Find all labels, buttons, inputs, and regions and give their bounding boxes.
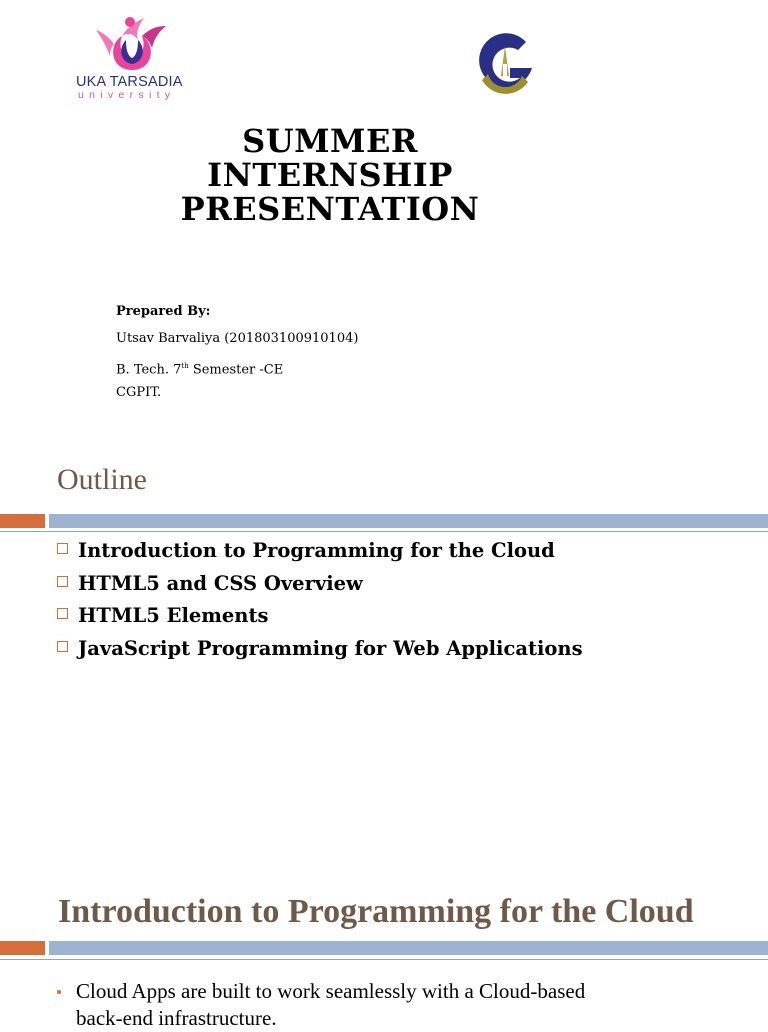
bullet-dot-icon xyxy=(57,990,61,994)
intro-title: Introduction to Programming for the Cloud xyxy=(58,893,694,930)
uka-tarsadia-logo xyxy=(72,14,192,101)
presentation-title xyxy=(120,124,540,226)
title-accent-bar xyxy=(0,514,768,528)
program-ordinal: th xyxy=(181,362,189,370)
list-item: HTML5 Elements xyxy=(57,603,583,636)
accent-bar-orange xyxy=(0,514,45,528)
title-accent-bar xyxy=(0,941,768,955)
divider-line xyxy=(0,959,768,960)
square-bullet-icon xyxy=(57,641,68,652)
program-suffix: Semester -CE xyxy=(188,362,284,378)
program-prefix: B. Tech. 7 xyxy=(116,362,182,378)
accent-bar-blue xyxy=(49,941,768,955)
title-line-2: PRESENTATION xyxy=(180,190,480,228)
outline-slide xyxy=(0,425,768,863)
college-name: CGPIT. xyxy=(116,385,162,400)
title-slide xyxy=(0,0,768,425)
list-item: HTML5 and CSS Overview xyxy=(57,571,583,604)
accent-bar-orange xyxy=(0,941,45,955)
prepared-by-block xyxy=(116,303,358,411)
list-item: Introduction to Programming for the Cloud xyxy=(57,538,583,571)
outline-title: Outline xyxy=(57,463,147,496)
prepared-by-label: Prepared By: xyxy=(116,304,211,319)
uka-logo-name: UKA TARSADIA xyxy=(76,74,183,90)
program-line xyxy=(116,357,358,384)
intro-slide xyxy=(0,863,768,1030)
list-item: JavaScript Programming for Web Applications xyxy=(57,636,583,669)
accent-bar-blue xyxy=(49,514,768,528)
title-line-1: SUMMER INTERNSHIP xyxy=(207,122,453,194)
square-bullet-icon xyxy=(57,608,68,619)
intro-bullet-text: Cloud Apps are built to work seamlessly with a Cloud-based back-end infrastructure. xyxy=(76,979,586,1030)
cgpit-logo xyxy=(470,28,540,98)
cg-emblem-icon xyxy=(470,28,540,98)
uka-emblem-icon xyxy=(92,14,172,74)
square-bullet-icon xyxy=(57,576,68,587)
author-name: Utsav Barvaliya (201803100910104) xyxy=(116,331,359,346)
uka-logo-subtitle: university xyxy=(78,89,176,101)
square-bullet-icon xyxy=(57,543,68,554)
divider-line xyxy=(0,531,768,532)
outline-list xyxy=(57,538,583,668)
